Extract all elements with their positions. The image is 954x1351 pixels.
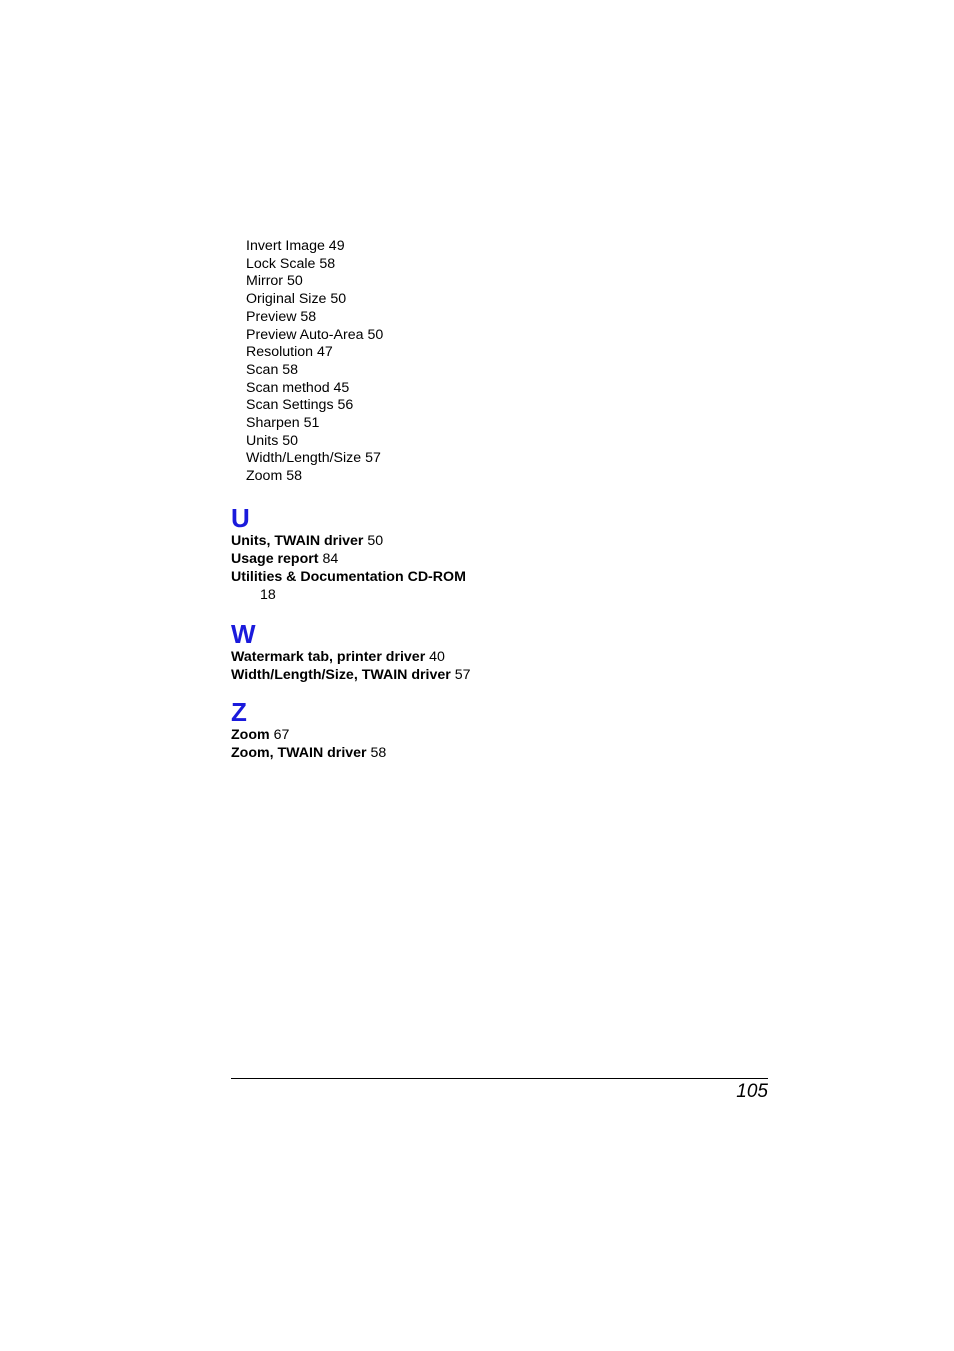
section-z-entries <box>231 726 561 762</box>
twain-subentry-list <box>231 238 561 486</box>
section-letter-u: U <box>231 502 250 533</box>
index-entry <box>231 568 561 586</box>
index-entry <box>231 666 561 684</box>
entry-pages: 57 <box>450 666 471 683</box>
index-entry <box>231 726 561 744</box>
section-letter-w: W <box>231 618 256 649</box>
subentry-width-length-size: Width/Length/Size 57 <box>246 450 381 467</box>
index-entry <box>231 648 561 666</box>
entry-term: Watermark tab, printer driver <box>231 648 426 665</box>
entry-pages: 18 <box>260 586 276 603</box>
section-u-entries <box>231 532 561 604</box>
footer-rule <box>231 1078 768 1079</box>
subentry-mirror: Mirror 50 <box>246 273 303 290</box>
subentry-preview: Preview 58 <box>246 308 317 325</box>
page-number: 105 <box>736 1081 768 1102</box>
section-letter-z: Z <box>231 696 247 727</box>
entry-term: Zoom, TWAIN driver <box>231 744 367 761</box>
subentry-zoom: Zoom 58 <box>246 468 302 485</box>
entry-term: Utilities & Documentation CD-ROM <box>231 568 466 585</box>
entry-pages: 40 <box>425 648 445 665</box>
entry-term: Units, TWAIN driver <box>231 532 364 549</box>
entry-pages: 67 <box>269 726 290 743</box>
subentry-scan-method: Scan method 45 <box>246 379 350 396</box>
subentry-lock-scale: Lock Scale 58 <box>246 255 336 272</box>
index-column <box>231 238 561 762</box>
entry-pages: 58 <box>366 744 387 761</box>
subentry-sharpen: Sharpen 51 <box>246 415 320 432</box>
subentry-units: Units 50 <box>246 432 299 449</box>
entry-term: Usage report <box>231 550 319 567</box>
index-entry <box>231 550 561 568</box>
section-w-entries <box>231 648 561 684</box>
entry-term: Width/Length/Size, TWAIN driver <box>231 666 451 683</box>
subentry-preview-auto-area: Preview Auto-Area 50 <box>246 326 384 343</box>
entry-pages: 84 <box>318 550 339 567</box>
index-entry <box>231 532 561 550</box>
index-entry <box>231 744 561 762</box>
entry-pages: 50 <box>363 532 384 549</box>
subentry-scan-settings: Scan Settings 56 <box>246 397 354 414</box>
subentry-original-size: Original Size 50 <box>246 291 347 308</box>
subentry-scan: Scan 58 <box>246 361 299 378</box>
subentry-resolution: Resolution 47 <box>246 344 333 361</box>
subentry-invert-image: Invert Image 49 <box>246 238 345 254</box>
index-entry-continuation <box>231 586 561 604</box>
entry-term: Zoom <box>231 726 270 743</box>
